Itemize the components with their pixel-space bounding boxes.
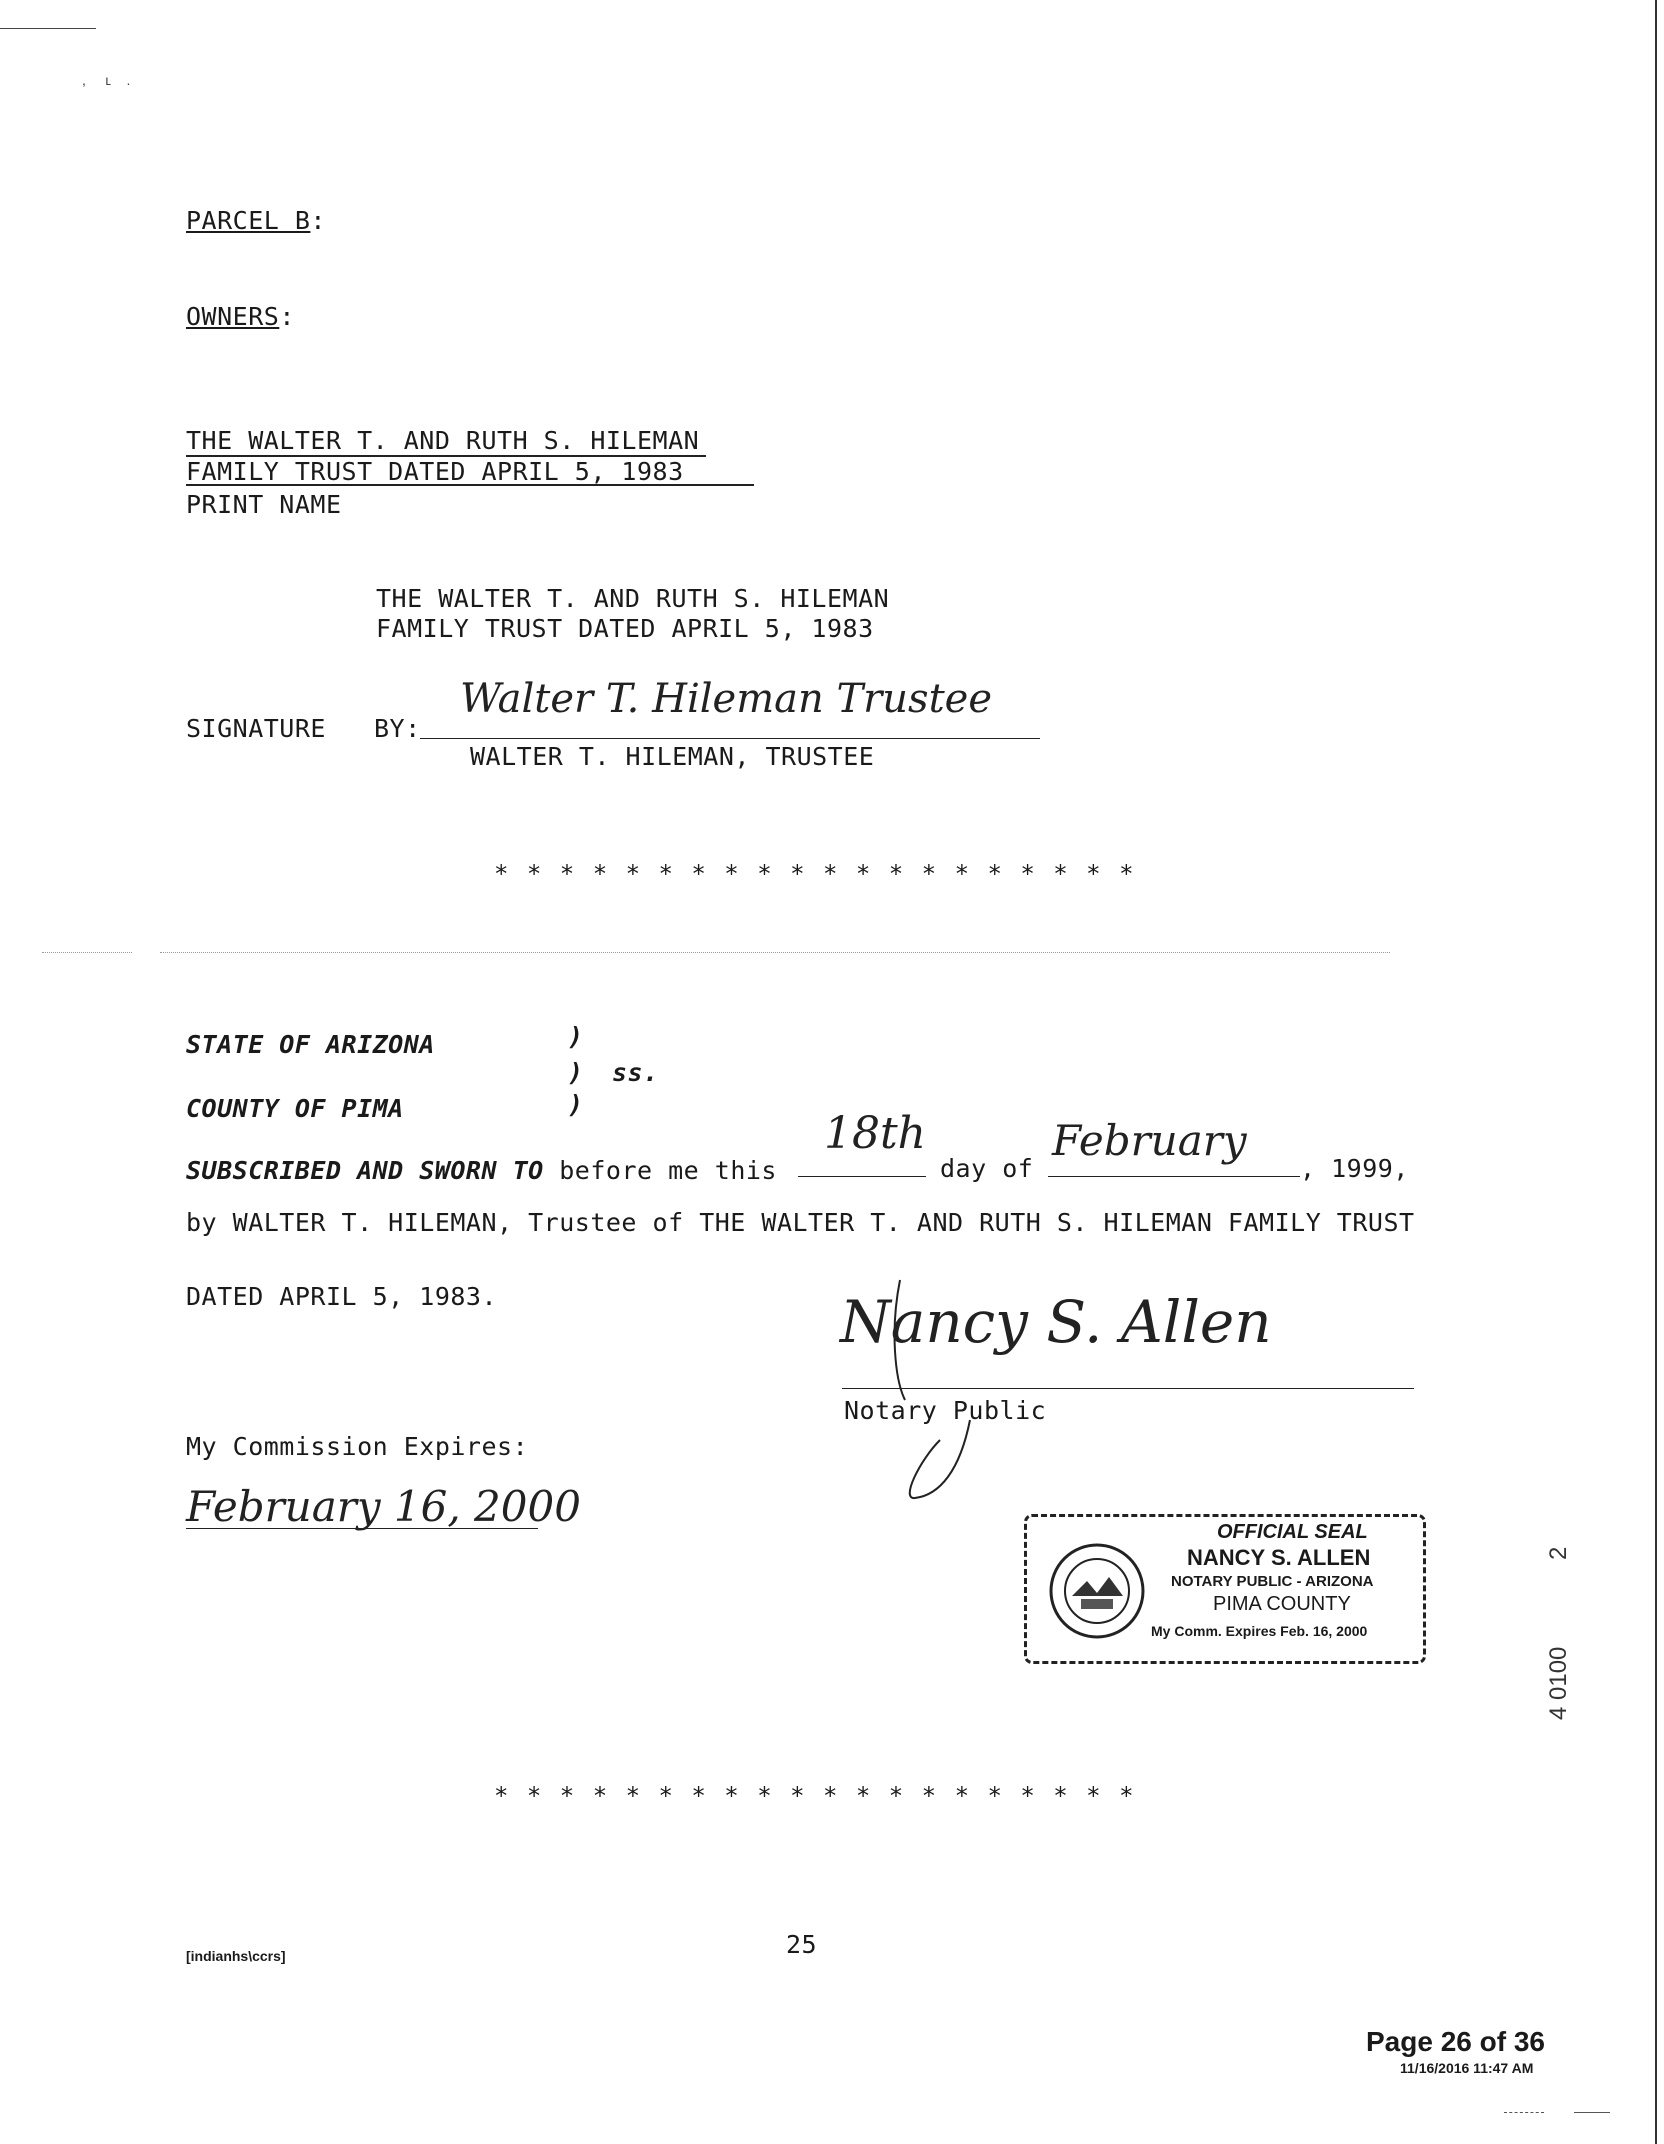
official-seal-stamp bbox=[1024, 1514, 1426, 1664]
page-number: 25 bbox=[786, 1930, 818, 1959]
scan-mark-top-left bbox=[0, 28, 96, 29]
notary-handwritten-signature: Nancy S. Allen bbox=[840, 1288, 1272, 1356]
print-name-line-1: THE WALTER T. AND RUTH S. HILEMAN bbox=[186, 426, 700, 455]
seal-line-2: NOTARY PUBLIC - ARIZONA bbox=[1171, 1573, 1374, 1590]
parcel-heading: PARCEL B: bbox=[186, 206, 326, 235]
scan-edge-right bbox=[1655, 0, 1657, 2144]
paren-2: ) bbox=[568, 1058, 584, 1087]
print-name-line-2: FAMILY TRUST DATED APRIL 5, 1983 bbox=[186, 457, 684, 486]
seal-name: NANCY S. ALLEN bbox=[1187, 1545, 1371, 1570]
commission-handwritten: February 16, 2000 bbox=[186, 1482, 581, 1531]
scan-specks: , ʟ . bbox=[82, 72, 131, 88]
scan-mark-bottom-a bbox=[1504, 2112, 1544, 2113]
side-stamp-2: 2 bbox=[1545, 1546, 1572, 1560]
timestamp-label: 11/16/2016 11:47 AM bbox=[1400, 2060, 1534, 2076]
signature-label: SIGNATURE bbox=[186, 714, 326, 743]
by-line: by WALTER T. HILEMAN, Trustee of THE WALTER T. AND RUTH S. HILEMAN FAMILY TRUST bbox=[186, 1208, 1415, 1237]
print-name-rule-2 bbox=[186, 484, 754, 486]
owners-heading: OWNERS: bbox=[186, 302, 295, 331]
notary-rule bbox=[842, 1388, 1414, 1389]
page-of-label: Page 26 of 36 bbox=[1366, 2026, 1545, 2057]
dated-line: DATED APRIL 5, 1983. bbox=[186, 1282, 498, 1311]
signature-signer: WALTER T. HILEMAN, TRUSTEE bbox=[470, 742, 875, 771]
paren-1: ) bbox=[568, 1022, 584, 1051]
trust-name-line-1: THE WALTER T. AND RUTH S. HILEMAN bbox=[376, 584, 890, 613]
month-rule bbox=[1048, 1176, 1300, 1177]
trustee-handwritten-signature: Walter T. Hileman Trustee bbox=[460, 676, 992, 722]
day-rule bbox=[798, 1176, 926, 1177]
seal-title: OFFICIAL SEAL bbox=[1217, 1521, 1368, 1543]
commission-rule bbox=[186, 1528, 538, 1529]
signature-rule bbox=[420, 738, 1040, 739]
signature-flourish bbox=[880, 1270, 1000, 1510]
paren-3: ) bbox=[568, 1090, 584, 1119]
scan-dotted-line-a bbox=[42, 952, 132, 953]
side-stamp-1: 4 0100 bbox=[1545, 1646, 1572, 1720]
commission-label: My Commission Expires: bbox=[186, 1432, 529, 1461]
trust-name-line-2: FAMILY TRUST DATED APRIL 5, 1983 bbox=[376, 614, 874, 643]
signature-by: BY: bbox=[374, 714, 421, 743]
day-handwritten: 18th bbox=[824, 1108, 927, 1159]
ss-label: ss. bbox=[612, 1058, 659, 1087]
scan-dotted-line-b bbox=[160, 952, 1390, 953]
print-name-label: PRINT NAME bbox=[186, 490, 342, 519]
year-text: , 1999, bbox=[1300, 1154, 1409, 1183]
separator-stars-top: * * * * * * * * * * * * * * * * * * * * bbox=[494, 860, 1136, 888]
file-ref: [indianhs\ccrs] bbox=[186, 1948, 286, 1964]
state-label: STATE OF ARIZONA bbox=[186, 1030, 435, 1059]
subscribed-line: SUBSCRIBED AND SWORN TO before me this bbox=[186, 1156, 777, 1185]
scan-mark-bottom-b bbox=[1574, 2112, 1610, 2113]
state-seal-emblem bbox=[1047, 1541, 1147, 1641]
county-label: COUNTY OF PIMA bbox=[186, 1094, 404, 1123]
month-handwritten: February bbox=[1052, 1116, 1247, 1165]
separator-stars-bottom: * * * * * * * * * * * * * * * * * * * * bbox=[494, 1782, 1136, 1810]
seal-line-3: PIMA COUNTY bbox=[1213, 1593, 1351, 1615]
notary-public-label: Notary Public bbox=[844, 1396, 1047, 1425]
seal-line-4: My Comm. Expires Feb. 16, 2000 bbox=[1151, 1623, 1368, 1639]
day-of: day of bbox=[940, 1154, 1034, 1183]
